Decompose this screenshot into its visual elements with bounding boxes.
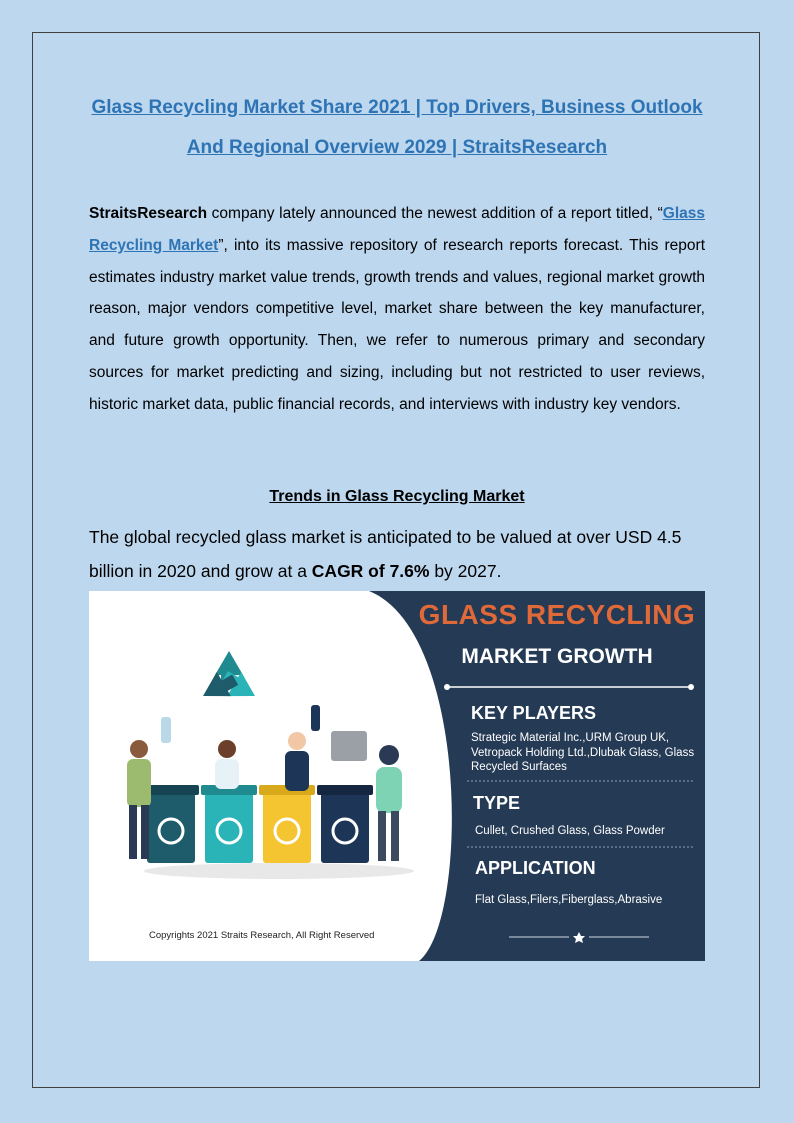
intro-paragraph: [89, 198, 705, 421]
type-text: Cullet, Crushed Glass, Glass Powder: [475, 825, 665, 837]
application-heading: APPLICATION: [475, 858, 596, 878]
infographic-title: GLASS RECYCLING: [418, 599, 696, 630]
intro-text-b: ”, into its massive repository of research reports forecast. This report estimates industry market value trends, growth trends and values, regional market growth reason, major vendors competitive level, market share between the key manufacturer, and future growth opportunity. Then, we refer to numerous primary and secondary sources for market predicting and sizing, including but not restricted to user reviews, historic market data, public financial records, and interviews with industry key vendors.: [89, 236, 705, 413]
key-players-heading: KEY PLAYERS: [471, 703, 597, 723]
infographic-image: [89, 591, 705, 961]
trends-text-b: by 2027.: [429, 561, 502, 581]
title-line-2[interactable]: And Regional Overview 2029 | StraitsResearch: [186, 137, 608, 158]
report-link[interactable]: Glass Recycling Market: [89, 205, 705, 254]
page-title[interactable]: [89, 88, 705, 168]
application-text: Flat Glass,Filers,Fiberglass,Abrasive: [475, 894, 663, 906]
cagr-value: CAGR of 7.6%: [311, 561, 430, 581]
title-line-1[interactable]: Glass Recycling Market Share 2021 | Top Drivers, Business Outlook: [91, 97, 703, 118]
infographic-subtitle: MARKET GROWTH: [461, 645, 653, 668]
company-name: StraitsResearch: [89, 205, 208, 222]
trends-paragraph: [89, 520, 705, 588]
star-icon: [573, 932, 585, 943]
trends-heading: Trends in Glass Recycling Market: [269, 488, 525, 505]
copyright-text: Copyrights 2021 Straits Research, All Right Reserved: [149, 930, 375, 941]
trends-text-a: The global recycled glass market is anticipated to be valued at over USD 4.5 billion in 2020 and grow at a: [89, 527, 682, 581]
key-players-text: Strategic Material Inc.,URM Group UK, Vetropack Holding Ltd.,Dlubak Glass, Glass Recycled Surfaces: [471, 732, 695, 773]
intro-text-a: company lately announced the newest addition of a report titled, “: [207, 205, 663, 222]
type-heading: TYPE: [473, 793, 521, 813]
